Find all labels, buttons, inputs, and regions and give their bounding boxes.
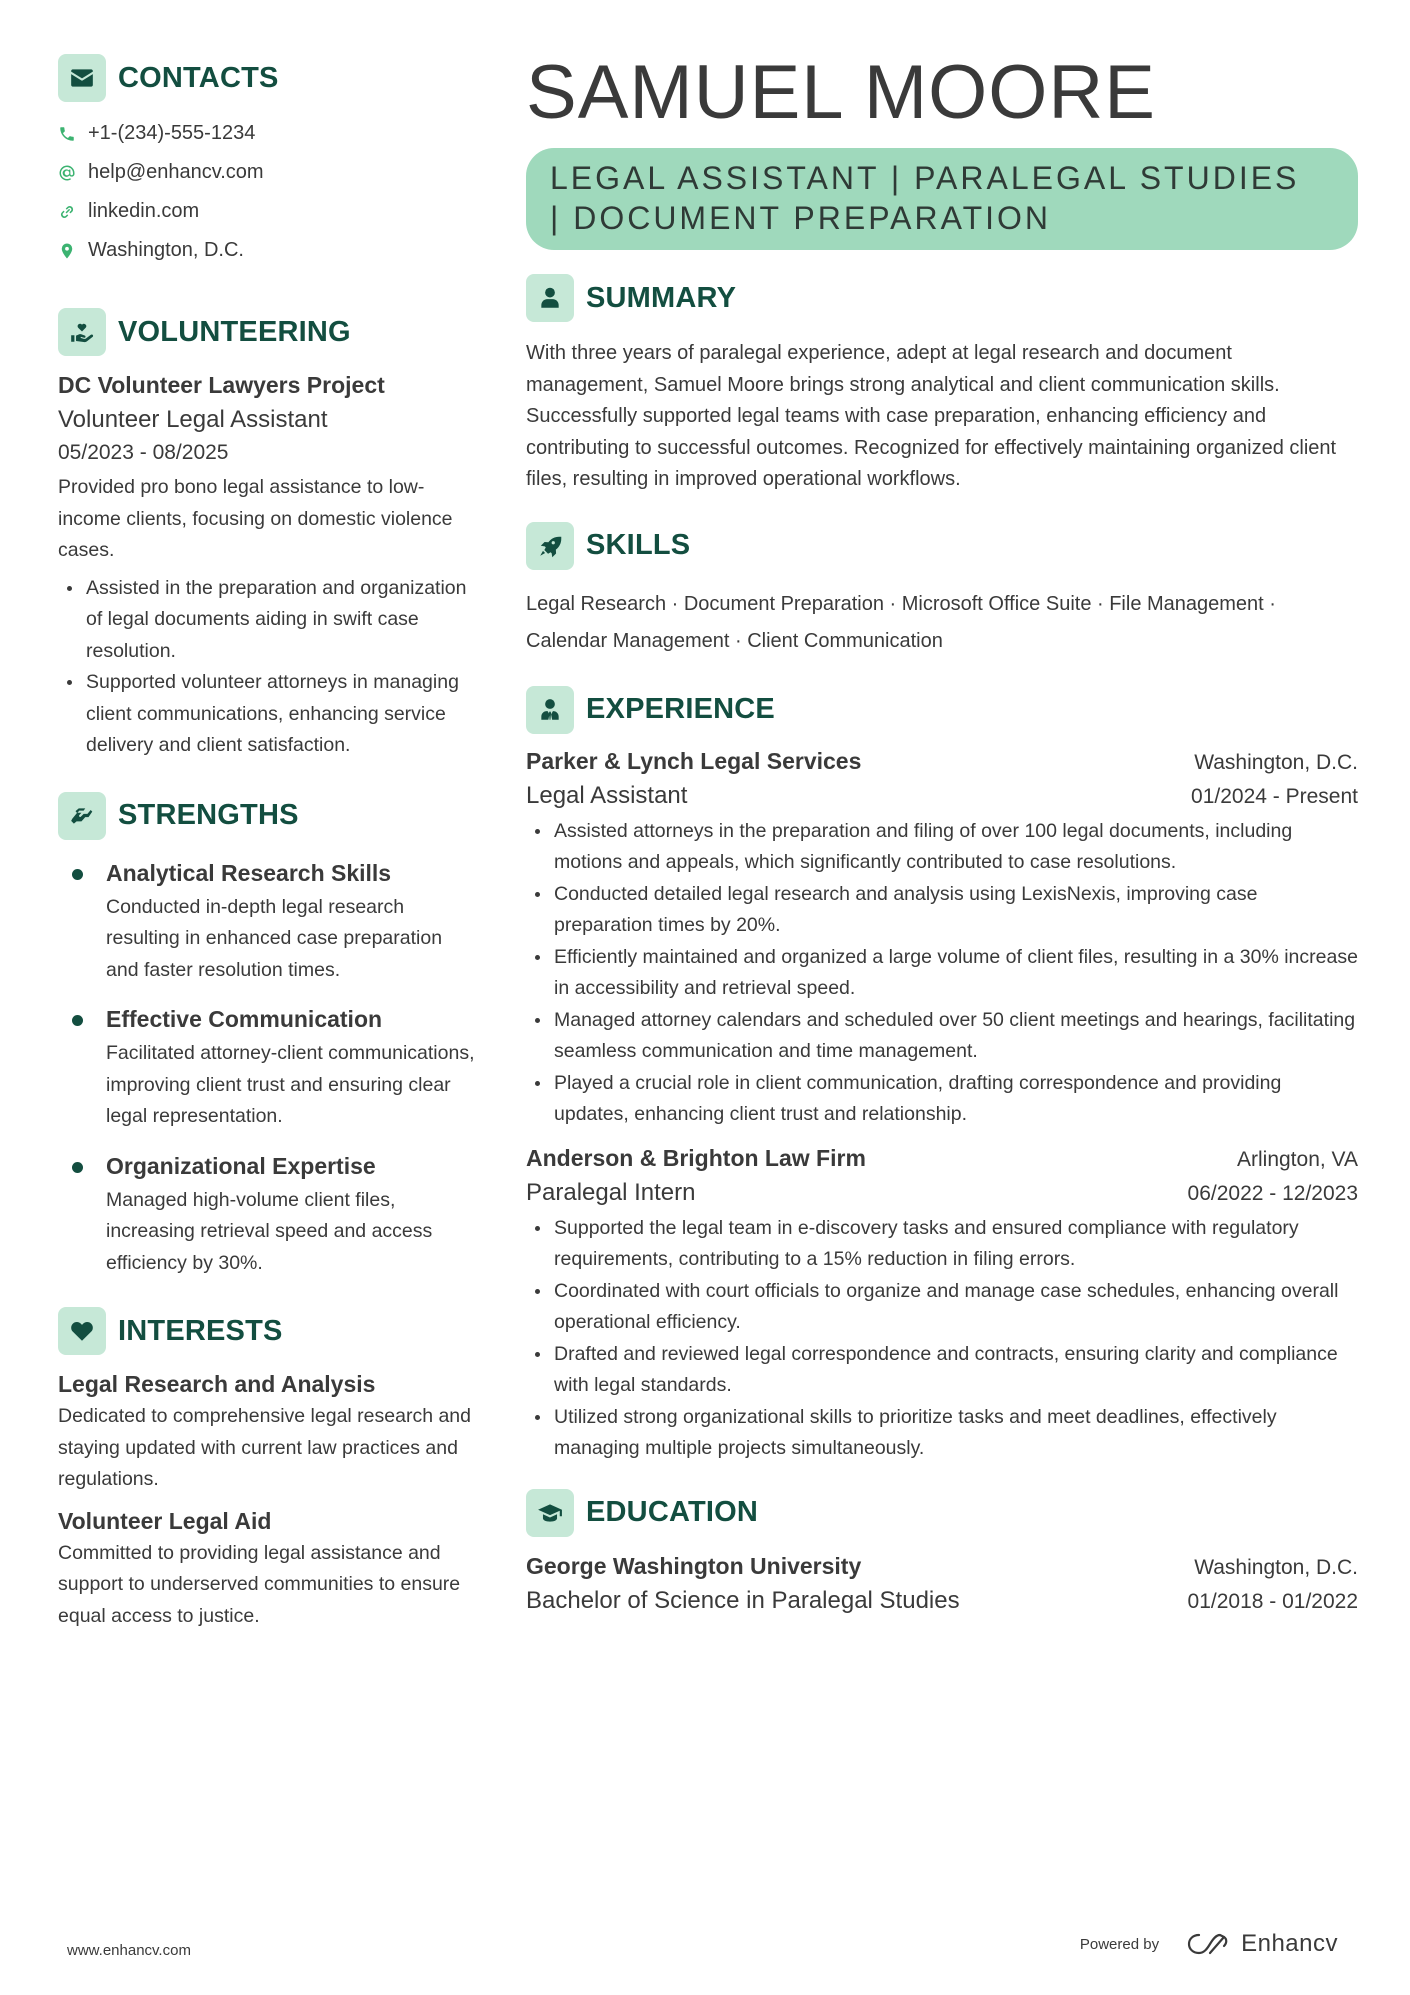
job-bullet: Conducted detailed legal research and analysis using LexisNexis, improving case preparation times by 20%.	[526, 879, 1358, 942]
strengths-header	[58, 792, 478, 840]
volunteer-bullet: Supported volunteer attorneys in managing client communications, enhancing service delivery and client satisfaction.	[58, 667, 478, 762]
job-bullet: Efficiently maintained and organized a large volume of client files, resulting in a 30% increase in accessibility and retrieval speed.	[526, 942, 1358, 1005]
experience-header	[526, 686, 1358, 734]
contact-location	[58, 231, 478, 270]
job-bullet: Supported the legal team in e-discovery tasks and ensured compliance with regulatory requirements, contributing to a 15% reduction in filing errors.	[526, 1213, 1358, 1276]
footer-website[interactable]: www.enhancv.com	[67, 1942, 191, 1959]
volunteer-description: Provided pro bono legal assistance to low-income clients, focusing on domestic violence cases.	[58, 476, 453, 561]
job-dates: 06/2022 - 12/2023	[1187, 1181, 1358, 1205]
candidate-name: SAMUEL MOORE	[526, 50, 1156, 135]
experience-title: EXPERIENCE	[586, 693, 775, 725]
bullet-dot	[72, 1015, 83, 1026]
job-role: Paralegal Intern	[526, 1178, 696, 1206]
interest-item	[58, 1367, 478, 1496]
powered-by-label: Powered by	[1079, 1935, 1160, 1953]
volunteering-header	[58, 308, 478, 356]
headline-line-2: | DOCUMENT PREPARATION	[550, 200, 1052, 236]
hand-heart-icon	[58, 308, 106, 356]
skills-list	[526, 586, 1358, 660]
left-column	[58, 54, 478, 1632]
strength-item	[58, 1002, 478, 1133]
contacts-list	[58, 114, 478, 270]
contact-email	[58, 153, 478, 192]
volunteer-dates: 05/2023 - 08/2025	[58, 441, 229, 464]
summary-section	[526, 274, 1358, 496]
handshake-icon	[58, 792, 106, 840]
strength-description: Managed high-volume client files, increasing retrieval speed and access efficiency by 30%.	[106, 1188, 433, 1274]
user-tie-icon	[526, 686, 574, 734]
education-entry	[526, 1549, 1358, 1619]
volunteer-bullets	[58, 573, 478, 762]
skills-section	[526, 522, 1358, 660]
job-bullets	[526, 816, 1358, 1131]
strengths-list	[58, 856, 478, 1280]
volunteer-bullet: Assisted in the preparation and organization of legal documents aiding in swift case resolution.	[58, 573, 478, 668]
job-subheader-row	[526, 1175, 1358, 1211]
volunteer-role: Volunteer Legal Assistant	[58, 406, 328, 433]
education-section	[526, 1489, 1358, 1619]
strengths-title: STRENGTHS	[118, 799, 299, 831]
email-value[interactable]: help@enhancv.com	[88, 161, 264, 183]
contact-phone	[58, 114, 478, 153]
skills-line-2: Calendar Management · Client Communication	[526, 629, 943, 652]
linkedin-value[interactable]: linkedin.com	[88, 200, 200, 222]
strength-description: Conducted in-depth legal research resulting in enhanced case preparation and faster resolution times.	[106, 895, 443, 981]
volunteering-title: VOLUNTEERING	[118, 315, 351, 348]
interests-header	[58, 1307, 478, 1355]
job-dates: 01/2024 - Present	[1191, 784, 1358, 808]
contacts-title: CONTACTS	[118, 61, 279, 94]
summary-title: SUMMARY	[586, 281, 737, 314]
graduation-cap-icon	[526, 1489, 574, 1537]
education-dates: 01/2018 - 01/2022	[1187, 1589, 1358, 1613]
strength-title: Analytical Research Skills	[106, 859, 392, 886]
job-bullet: Assisted attorneys in the preparation and filing of over 100 legal documents, including motions and appeals, which significantly contributed to case resolutions.	[526, 816, 1358, 879]
envelope-icon	[58, 54, 106, 102]
map-pin-icon	[58, 240, 80, 262]
bullet-dot	[72, 1162, 83, 1173]
job-location: Arlington, VA	[1236, 1147, 1358, 1171]
enhancv-logo-icon	[1185, 1931, 1233, 1957]
job-role: Legal Assistant	[526, 781, 688, 809]
at-icon	[58, 162, 80, 184]
volunteering-entry	[58, 368, 478, 762]
job-location: Washington, D.C.	[1194, 750, 1358, 774]
strength-title: Organizational Expertise	[106, 1152, 376, 1179]
education-location: Washington, D.C.	[1194, 1555, 1358, 1579]
location-value: Washington, D.C.	[88, 239, 244, 261]
skills-header	[526, 522, 1358, 570]
heart-icon	[58, 1307, 106, 1355]
summary-text: With three years of paralegal experience, adept at legal research and document management, Samuel Moore brings strong analytical and client communication skills. Successfully supported legal teams with case preparation, enhancing efficiency and contributing to successful outcomes. Recognized for effectively maintaining organized client files, resulting in improved operational workflows.	[526, 342, 1337, 490]
interests-title: INTERESTS	[118, 1314, 283, 1347]
job-bullet: Utilized strong organizational skills to prioritize tasks and meet deadlines, effectively managing multiple projects simultaneously.	[526, 1402, 1358, 1465]
resume-header	[526, 48, 1358, 250]
job-bullet: Drafted and reviewed legal correspondence and contracts, ensuring clarity and compliance with legal standards.	[526, 1339, 1358, 1402]
job-company: Parker & Lynch Legal Services	[526, 747, 862, 774]
job-subheader-row	[526, 778, 1358, 814]
strength-item	[58, 1149, 478, 1280]
rocket-icon	[526, 522, 574, 570]
interest-title: Legal Research and Analysis	[58, 1371, 376, 1397]
link-icon	[58, 201, 80, 223]
bullet-dot	[72, 869, 83, 880]
job-entry	[526, 744, 1358, 1131]
job-header-row	[526, 1141, 1358, 1175]
job-header-row	[526, 744, 1358, 778]
education-school: George Washington University	[526, 1552, 862, 1579]
skills-title: SKILLS	[586, 529, 691, 561]
strength-title: Effective Communication	[106, 1006, 383, 1032]
headline-line-1: LEGAL ASSISTANT | PARALEGAL STUDIES	[550, 160, 1300, 196]
job-bullet: Played a crucial role in client communication, drafting correspondence and providing updates, enhancing client trust and relationship.	[526, 1068, 1358, 1131]
interests-section	[58, 1307, 478, 1632]
job-entry	[526, 1141, 1358, 1465]
interest-description: Committed to providing legal assistance and support to underserved communities to ensure equal access to justice.	[58, 1541, 461, 1627]
volunteer-org: DC Volunteer Lawyers Project	[58, 372, 385, 398]
education-degree: Bachelor of Science in Paralegal Studies	[526, 1586, 960, 1614]
strength-item	[58, 856, 478, 987]
education-title: EDUCATION	[586, 1496, 759, 1528]
experience-section	[526, 686, 1358, 1465]
phone-icon	[58, 123, 80, 145]
interest-item	[58, 1504, 478, 1633]
education-subheader-row	[526, 1583, 1358, 1619]
interest-description: Dedicated to comprehensive legal research and staying updated with current law practices and regulations.	[58, 1405, 471, 1490]
job-bullet: Coordinated with court officials to organize and manage case schedules, enhancing overall operational efficiency.	[526, 1276, 1358, 1339]
contact-linkedin	[58, 192, 478, 231]
enhancv-brand-name: Enhancv	[1241, 1930, 1338, 1957]
right-column	[526, 48, 1358, 1619]
headline-pill	[526, 148, 1358, 250]
user-icon	[526, 274, 574, 322]
strengths-section	[58, 792, 478, 1280]
job-bullets	[526, 1213, 1358, 1465]
contacts-header	[58, 54, 478, 102]
summary-header	[526, 274, 1358, 322]
education-header-row	[526, 1549, 1358, 1583]
volunteering-section	[58, 308, 478, 762]
skills-line-1: Legal Research · Document Preparation · Microsoft Office Suite · File Management ·	[526, 592, 1276, 615]
job-company: Anderson & Brighton Law Firm	[526, 1144, 866, 1171]
contacts-section	[58, 54, 478, 270]
interest-title: Volunteer Legal Aid	[58, 1507, 272, 1534]
job-bullet: Managed attorney calendars and scheduled over 50 client meetings and hearings, facilitating seamless communication and time management.	[526, 1005, 1358, 1068]
education-header	[526, 1489, 1358, 1537]
phone-value[interactable]: +1-(234)-555-1234	[88, 122, 256, 144]
footer-branding	[1080, 1930, 1338, 1958]
strength-description: Facilitated attorney-client communications, improving client trust and ensuring clear legal representation.	[106, 1042, 475, 1127]
